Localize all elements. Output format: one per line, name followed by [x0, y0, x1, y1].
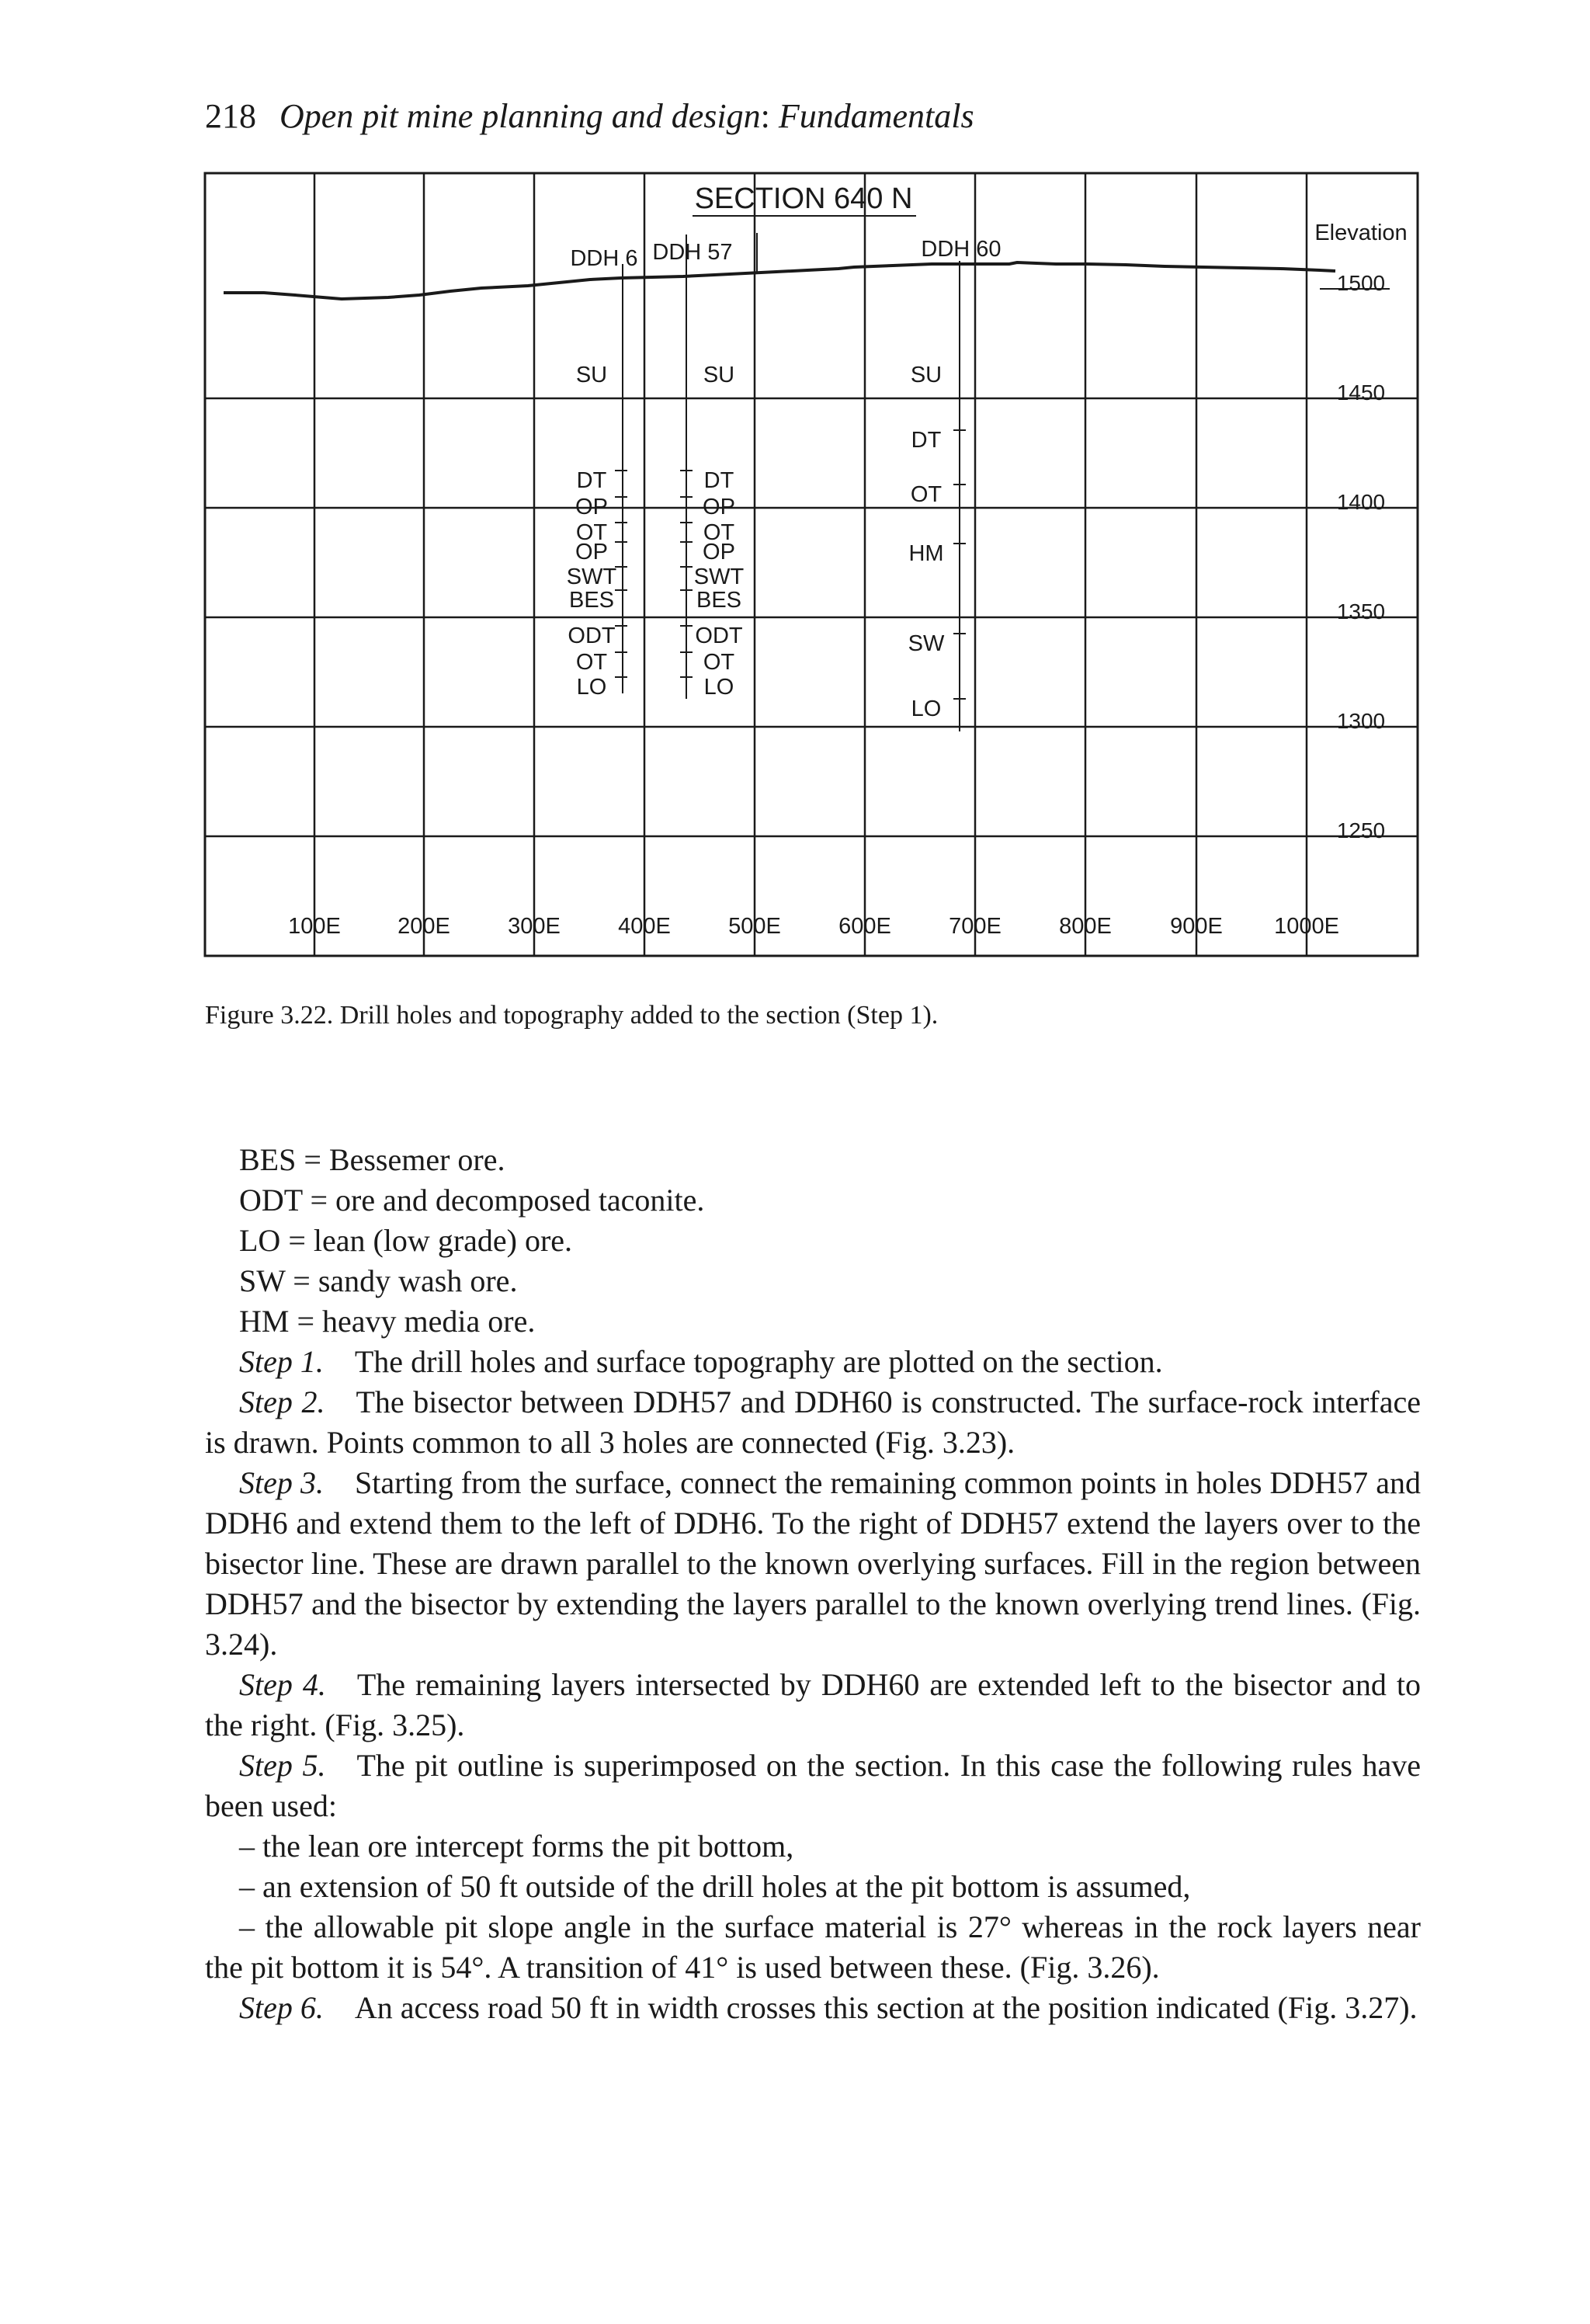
- figure-caption: Figure 3.22. Drill holes and topography added to the section (Step 1).: [205, 1001, 939, 1030]
- surface-unit-label: SU: [575, 363, 608, 387]
- step-text: Starting from the surface, connect the remaining common points in holes DDH57 and DDH6 and extend them to the left of DDH6. To the right of DDH57 extend the layers over to the bisector line. These are drawn parallel to the known overlying surfaces. Fill in the region between DDH57 and the bisector by extending the layers parallel to the known overlying trend lines. (Fig. 3.24).: [205, 1465, 1421, 1662]
- step-paragraph: [205, 1746, 1421, 1826]
- easting-tick-label: 800E: [1059, 914, 1112, 939]
- layer-label: OT: [575, 520, 608, 545]
- step-label: Step 6.: [239, 1990, 324, 2025]
- layer-label: DT: [703, 468, 734, 493]
- surface-topography: [224, 262, 1335, 299]
- step-paragraph: [205, 1988, 1421, 2028]
- elevation-tick-label: 1500: [1336, 271, 1386, 295]
- surface-unit-label: SU: [910, 363, 943, 387]
- step-paragraph: [205, 1342, 1421, 1382]
- layer-label: OT: [703, 650, 735, 675]
- rule-item: – the allowable pit slope angle in the surface material is 27° whereas in the rock layers near the pit bottom it is 54°. A transition of 41° is used between these. (Fig. 3.26).: [205, 1909, 1421, 1985]
- layer-label: OT: [703, 520, 735, 545]
- drill-hole-name: DDH 6: [570, 246, 638, 271]
- easting-tick-label: 400E: [618, 914, 671, 939]
- elevation-tick-label: 1300: [1336, 709, 1386, 733]
- layer-label: LO: [911, 697, 942, 721]
- easting-tick-label: 900E: [1170, 914, 1223, 939]
- easting-tick-label: 200E: [398, 914, 450, 939]
- figure-border: [205, 173, 1418, 956]
- layer-label: OP: [575, 495, 608, 519]
- easting-tick-label: 500E: [728, 914, 781, 939]
- section-title: SECTION 640 N: [694, 182, 913, 215]
- step-paragraph: [205, 1463, 1421, 1665]
- topography-line: [224, 262, 1335, 299]
- page-number: 218: [205, 97, 256, 135]
- definition: ODT = ore and decomposed taconite.: [239, 1183, 705, 1218]
- layer-label: DT: [911, 428, 942, 453]
- title-separator: :: [760, 97, 770, 135]
- layer-label: HM: [908, 541, 944, 566]
- step-text: The pit outline is superimposed on the section. In this case the following rules have been used:: [205, 1748, 1421, 1823]
- layer-label: OT: [910, 482, 943, 507]
- layer-label: OP: [703, 540, 735, 564]
- section-grid: [205, 173, 1418, 956]
- elevation-label: Elevation: [1314, 221, 1408, 245]
- step-paragraph: [205, 1665, 1421, 1746]
- drill-hole: [567, 246, 638, 700]
- easting-tick-label: 600E: [838, 914, 891, 939]
- drill-hole: [652, 233, 757, 700]
- book-subtitle: Fundamentals: [778, 97, 974, 135]
- layer-label: OP: [575, 540, 608, 564]
- layer-label: ODT: [695, 624, 743, 648]
- layer-label: OP: [703, 495, 735, 519]
- easting-tick-label: 1000E: [1274, 914, 1339, 939]
- step-label: Step 4.: [239, 1667, 326, 1702]
- step-text: The remaining layers intersected by DDH60 are extended left to the bisector and to the right. (Fig. 3.25).: [205, 1667, 1421, 1742]
- step-label: Step 3.: [239, 1465, 324, 1500]
- definition: SW = sandy wash ore.: [239, 1263, 518, 1298]
- step-label: Step 5.: [239, 1748, 326, 1783]
- rule-item: – an extension of 50 ft outside of the drill holes at the pit bottom is assumed,: [239, 1869, 1191, 1904]
- layer-label: ODT: [568, 624, 616, 648]
- drill-holes: [567, 233, 1002, 731]
- rule-item: – the lean ore intercept forms the pit bottom,: [239, 1829, 794, 1864]
- layer-label: OT: [575, 650, 608, 675]
- step-paragraph: [205, 1382, 1421, 1463]
- easting-tick-label: 700E: [949, 914, 1002, 939]
- drill-hole-name: DDH 60: [921, 237, 1002, 262]
- layer-label: DT: [576, 468, 607, 493]
- step-text: The bisector between DDH57 and DDH60 is constructed. The surface-rock interface is drawn. Points common to all 3 holes are connected (Fig. 3.23).: [205, 1384, 1421, 1460]
- step-text: The drill holes and surface topography are plotted on the section.: [354, 1344, 1163, 1379]
- drill-hole: [908, 237, 1002, 731]
- book-title: Open pit mine planning and design: [279, 97, 761, 135]
- surface-unit-label: SU: [703, 363, 735, 387]
- layer-label: LO: [576, 675, 607, 700]
- step-label: Step 2.: [239, 1384, 325, 1419]
- elevation-tick-label: 1350: [1336, 599, 1386, 624]
- elevation-tick-label: 1250: [1336, 818, 1386, 842]
- layer-label: LO: [703, 675, 734, 700]
- easting-tick-label: 100E: [288, 914, 341, 939]
- step-text: An access road 50 ft in width crosses this section at the position indicated (Fig. 3.27).: [354, 1990, 1418, 2025]
- drill-hole-name: DDH 57: [652, 240, 733, 265]
- layer-label: BES: [568, 588, 615, 613]
- step-label: Step 1.: [239, 1344, 324, 1379]
- easting-tick-label: 300E: [508, 914, 561, 939]
- body-text: [205, 1140, 1421, 2028]
- section-figure: [0, 0, 1590, 1009]
- elevation-tick-label: 1400: [1336, 490, 1386, 514]
- definition: BES = Bessemer ore.: [239, 1142, 505, 1177]
- elevation-tick-label: 1450: [1336, 380, 1386, 405]
- layer-label: SW: [908, 631, 945, 656]
- definition: HM = heavy media ore.: [239, 1304, 536, 1339]
- layer-label: SWT: [566, 564, 617, 589]
- layer-label: SWT: [693, 564, 745, 589]
- definition: LO = lean (low grade) ore.: [239, 1223, 573, 1258]
- layer-label: BES: [696, 588, 742, 613]
